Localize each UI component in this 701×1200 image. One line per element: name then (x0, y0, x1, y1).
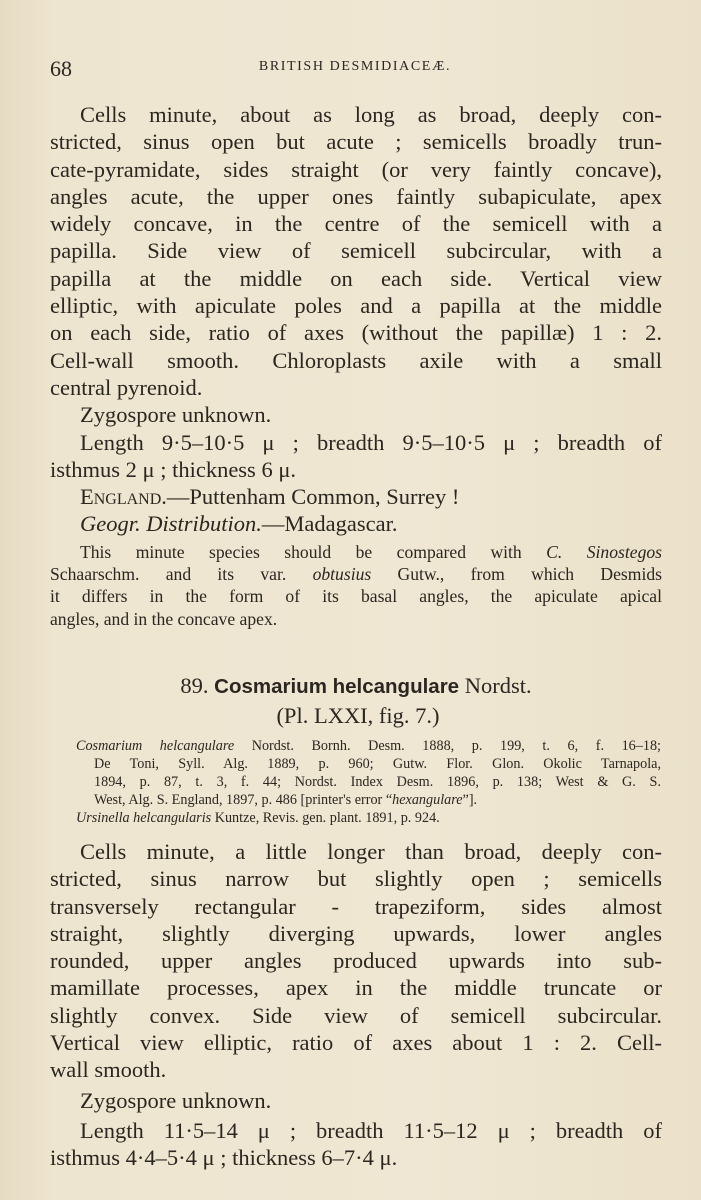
synonymy-line (76, 737, 661, 755)
species-authority: Nordst. (464, 673, 532, 698)
citation: Nordst. Bornh. Desm. 1888, p. 199, t. 6, f. 16–18; (234, 738, 661, 754)
distribution-label: Geogr. Distribution. (80, 511, 262, 537)
species-name: Cosmarium helcangulare (214, 675, 460, 698)
measurements: isthmus 4·4–5·4 μ ; thickness 6–7·4 μ. (50, 1145, 398, 1171)
note-text: This minute species should be compared with (80, 542, 547, 562)
measurements: Length 11·5–14 μ ; breadth 11·5–12 μ ; breadth of (80, 1117, 662, 1143)
page-number: 68 (50, 56, 72, 81)
note-text: Gutw., from which Desmids (371, 564, 662, 585)
text-line: papilla. Side view of semicell subcircular, with a (50, 238, 662, 264)
error-name: hexangulare (392, 792, 463, 809)
synonym-name: Ursinella helcangularis (76, 810, 212, 827)
running-head: BRITISH DESMIDIACEÆ. (258, 59, 452, 74)
synonymy-line: De Toni, Syll. Alg. 1889, p. 960; Gutw. Flor. Glon. Okolic Tarnapola, (94, 756, 661, 773)
comparison-note (50, 541, 662, 630)
geographic-distribution (50, 510, 662, 537)
measurements: Length 9·5–10·5 μ ; breadth 9·5–10·5 μ ; breadth of (80, 429, 662, 455)
text-line: angles acute, the upper ones faintly subapiculate, apex (50, 183, 662, 209)
text-line: cate-pyramidate, sides straight (or very faintly concave), (50, 156, 662, 182)
text-line: stricted, sinus open but acute ; semicells broadly trun- (50, 129, 662, 155)
synonymy-line: 1894, p. 87, t. 3, f. 44; Nordst. Index Desm. 1896, p. 138; West & G. S. (94, 774, 661, 791)
synonym-name: Cosmarium helcangulare (76, 738, 235, 754)
text-line: central pyrenoid. (50, 374, 203, 400)
zygospore-note: Zygospore unknown. (80, 1087, 272, 1113)
distribution-text: —Madagascar. (261, 511, 398, 537)
variety-name: obtusius (312, 564, 372, 585)
citation: West, Alg. S. England, 1897, p. 486 [printer's error “ (94, 792, 393, 809)
species-89-heading (50, 672, 662, 731)
text-line: papilla at the middle on each side. Vertical view (50, 265, 662, 291)
text-line: rounded, upper angles produced upwards into sub- (50, 948, 662, 974)
text-line: mamillate processes, apex in the middle truncate or (50, 975, 662, 1001)
citation: ”]. (462, 792, 478, 809)
page-header (50, 56, 660, 82)
synonymy-line (76, 809, 661, 827)
text-line: on each side, ratio of axes (without the papillæ) 1 : 2. (50, 320, 662, 346)
note-line: angles, and in the concave apex. (50, 608, 278, 629)
note-line (50, 541, 662, 563)
text-line: transversely rectangular - trapeziform, sides almost (50, 893, 662, 919)
text-line: widely concave, in the centre of the semicell with a (50, 211, 662, 237)
note-text: Schaarschm. and its var. (50, 564, 313, 585)
locality-label: England. (80, 484, 167, 510)
note-line (50, 563, 662, 585)
synonymy-block (76, 737, 661, 827)
measurements: isthmus 2 μ ; thickness 6 μ. (50, 456, 297, 482)
synonymy-line (76, 791, 661, 809)
text-line: Cell-wall smooth. Chloroplasts axile with a small (50, 347, 662, 373)
text-line: Vertical view elliptic, ratio of axes about 1 : 2. Cell- (50, 1030, 662, 1056)
species-89-description (50, 838, 662, 1172)
species-88-description (50, 101, 662, 538)
citation: Kuntze, Revis. gen. plant. 1891, p. 924. (211, 810, 440, 827)
plate-reference: (Pl. LXXI, fig. 7.) (276, 703, 440, 728)
text-line: Cells minute, about as long as broad, deeply con- (80, 102, 662, 127)
text-line: slightly convex. Side view of semicell subcircular. (50, 1002, 662, 1028)
locality-england (50, 483, 662, 510)
note-line: it differs in the form of its basal angles, the apiculate apical (50, 586, 662, 607)
text-line: straight, slightly diverging upwards, lower angles (50, 920, 662, 946)
species-name: C. Sinostegos (546, 542, 663, 562)
text-line: stricted, sinus narrow but slightly open ; semicells (50, 866, 662, 892)
species-number: 89. (180, 673, 209, 698)
species-title (50, 672, 662, 701)
text-line: elliptic, with apiculate poles and a papilla at the middle (50, 293, 662, 319)
text-line: Cells minute, a little longer than broad, deeply con- (80, 839, 662, 864)
text-line: wall smooth. (50, 1057, 167, 1083)
locality-text: —Puttenham Common, Surrey ! (166, 484, 460, 510)
zygospore-note: Zygospore unknown. (80, 402, 272, 428)
